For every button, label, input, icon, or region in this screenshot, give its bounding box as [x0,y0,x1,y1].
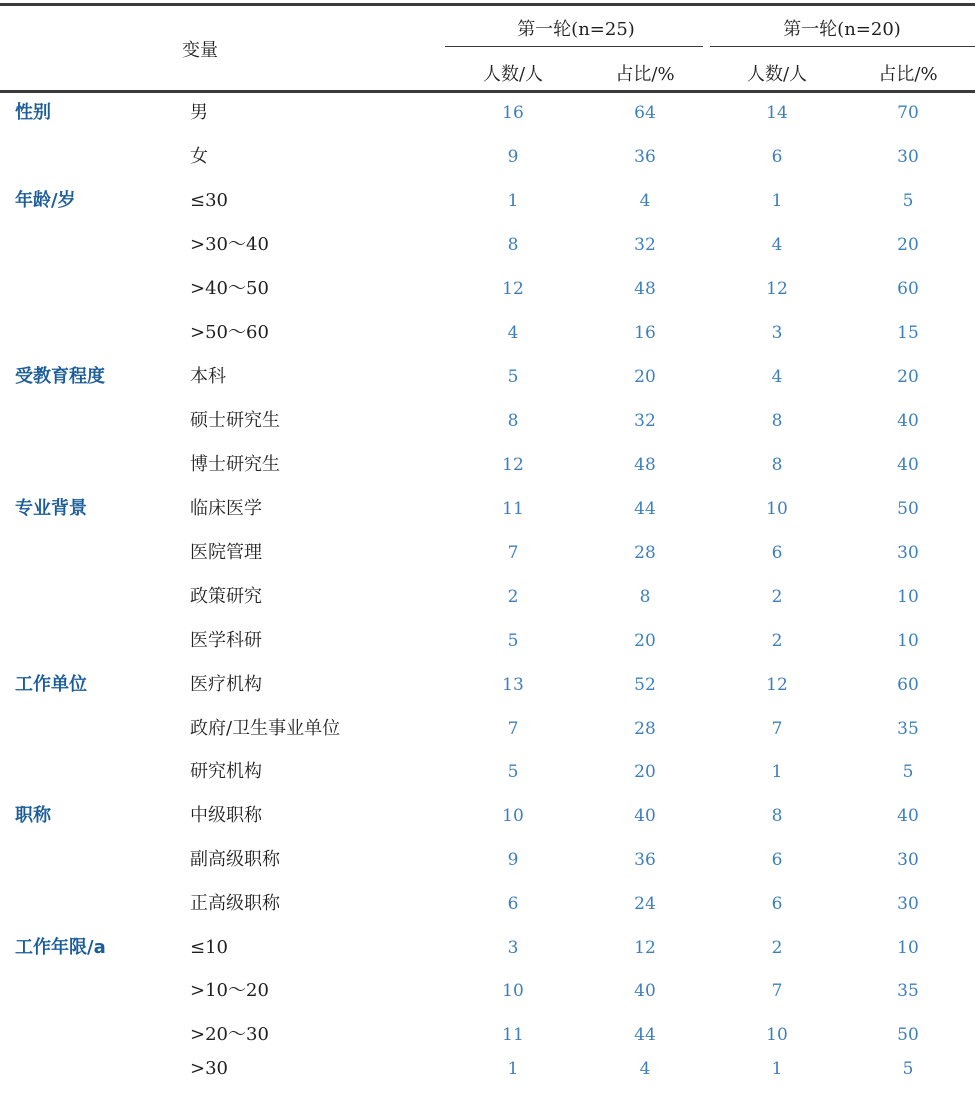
round2-percent-cell: 15 [897,323,919,343]
round2-count-cell: 7 [771,719,783,739]
round1-percent-cell: 36 [634,850,656,870]
round1-count-cell: 3 [507,938,519,958]
round1-count-cell: 12 [502,455,524,475]
round1-count-cell: 7 [507,543,519,563]
row-level: 本科 [190,366,226,387]
round2-percent-cell: 35 [897,719,919,739]
round2-percent-cell: 5 [902,762,914,782]
round2-count-cell: 1 [771,1059,783,1079]
round2-percent-cell: 30 [897,850,919,870]
row-level: 正高级职称 [190,893,280,914]
round1-count-cell: 5 [507,367,519,387]
round2-count-cell: 1 [771,191,783,211]
table-row [0,450,975,480]
round2-percent-cell: 5 [902,1059,914,1079]
round2-percent-cell: 10 [897,631,919,651]
round1-count-cell: 10 [502,981,524,1001]
round1-percent-cell: 64 [634,103,656,123]
table-row [0,626,975,656]
round1-percent-cell: 20 [634,367,656,387]
round2-percent-cell: 70 [897,103,919,123]
round1-count-cell: 11 [502,1025,524,1045]
round2-count-cell: 2 [771,631,783,651]
row-level: 医学科研 [190,630,262,651]
round2-count-cell: 6 [771,894,783,914]
round1-percent-cell: 24 [634,894,656,914]
round2-percent-cell: 20 [897,367,919,387]
round2-percent-cell: 5 [902,191,914,211]
round1-percent-cell: 48 [634,279,656,299]
round2-count-cell: 8 [771,806,783,826]
table-row [0,538,975,568]
round1-count-cell: 5 [507,762,519,782]
round2-percent-cell: 35 [897,981,919,1001]
round1-percent-cell: 16 [634,323,656,343]
round1-count-cell: 9 [507,850,519,870]
round1-percent-cell: 32 [634,411,656,431]
round1-count-cell: 11 [502,499,524,519]
header-group1: 第一轮(n=25) [517,19,635,40]
row-level: >20～30 [190,1024,269,1045]
row-category: 年龄/岁 [15,190,76,211]
table-row [0,98,975,128]
round1-percent-cell: 40 [634,806,656,826]
round2-count-cell: 2 [771,587,783,607]
round2-percent-cell: 60 [897,279,919,299]
round2-percent-cell: 60 [897,675,919,695]
round1-count-cell: 2 [507,587,519,607]
row-level: 副高级职称 [190,849,280,870]
round2-count-cell: 4 [771,367,783,387]
round2-percent-cell: 30 [897,147,919,167]
round1-count-cell: 7 [507,719,519,739]
round1-count-cell: 6 [507,894,519,914]
table-row [0,406,975,436]
table-row [0,933,975,963]
table-row [0,976,975,1006]
table-row [0,494,975,524]
round1-percent-cell: 40 [634,981,656,1001]
round2-count-cell: 8 [771,455,783,475]
table-row [0,714,975,744]
row-level: ≤30 [190,190,228,211]
round2-percent-cell: 30 [897,894,919,914]
round2-count-cell: 1 [771,762,783,782]
round2-percent-cell: 50 [897,1025,919,1045]
header-group2-percent: 占比/% [878,64,938,85]
table-row [0,274,975,304]
round1-percent-cell: 52 [634,675,656,695]
round1-percent-cell: 44 [634,1025,656,1045]
row-level: 硕士研究生 [190,410,280,431]
header-group1-count: 人数/人 [482,64,544,85]
round2-count-cell: 2 [771,938,783,958]
round2-count-cell: 6 [771,543,783,563]
round2-count-cell: 10 [766,499,788,519]
round1-count-cell: 4 [507,323,519,343]
row-category: 工作单位 [15,674,87,695]
table-row [0,1054,975,1084]
header-group2: 第一轮(n=20) [783,19,901,40]
round2-count-cell: 12 [766,279,788,299]
row-level: >10～20 [190,980,269,1001]
row-level: 医院管理 [190,542,262,563]
table-row [0,362,975,392]
round1-count-cell: 1 [507,1059,519,1079]
round1-percent-cell: 8 [639,587,651,607]
header-group2-count: 人数/人 [746,64,808,85]
table-header-rule [0,90,975,93]
table-row [0,582,975,612]
row-level: 男 [190,102,208,123]
row-level: ≤10 [190,937,228,958]
table-row [0,845,975,875]
round2-percent-cell: 20 [897,235,919,255]
round2-percent-cell: 30 [897,543,919,563]
round1-count-cell: 10 [502,806,524,826]
table-row [0,889,975,919]
round1-count-cell: 8 [507,235,519,255]
row-level: 政府/卫生事业单位 [190,718,341,739]
header-variable: 变量 [182,40,218,61]
row-level: 中级职称 [190,805,262,826]
round1-percent-cell: 12 [634,938,656,958]
row-category: 职称 [15,805,51,826]
round1-count-cell: 13 [502,675,524,695]
row-level: >50～60 [190,322,269,343]
row-level: 女 [190,146,208,167]
row-level: >40～50 [190,278,269,299]
round1-count-cell: 9 [507,147,519,167]
row-level: 医疗机构 [190,674,262,695]
table-row [0,318,975,348]
round2-percent-cell: 40 [897,411,919,431]
round2-percent-cell: 10 [897,587,919,607]
row-category: 性别 [15,102,51,123]
round1-percent-cell: 48 [634,455,656,475]
round2-count-cell: 4 [771,235,783,255]
round1-percent-cell: 36 [634,147,656,167]
round2-count-cell: 6 [771,850,783,870]
round1-count-cell: 5 [507,631,519,651]
round2-percent-cell: 40 [897,806,919,826]
table-row [0,230,975,260]
round1-percent-cell: 32 [634,235,656,255]
round1-percent-cell: 28 [634,543,656,563]
round1-percent-cell: 4 [639,191,651,211]
table-row [0,1020,975,1050]
round1-percent-cell: 44 [634,499,656,519]
table-row [0,142,975,172]
group2-underline [710,46,975,47]
table-row [0,801,975,831]
round1-count-cell: 8 [507,411,519,431]
round2-count-cell: 12 [766,675,788,695]
row-level: 研究机构 [190,761,262,782]
round2-count-cell: 14 [766,103,788,123]
round2-percent-cell: 50 [897,499,919,519]
round2-count-cell: 8 [771,411,783,431]
row-level: 政策研究 [190,586,262,607]
table-top-rule [0,3,975,6]
table-row [0,757,975,787]
row-level: >30～40 [190,234,269,255]
round2-count-cell: 3 [771,323,783,343]
round1-count-cell: 16 [502,103,524,123]
round1-percent-cell: 4 [639,1059,651,1079]
row-level: 临床医学 [190,498,262,519]
round2-count-cell: 7 [771,981,783,1001]
round2-count-cell: 10 [766,1025,788,1045]
round2-percent-cell: 40 [897,455,919,475]
round1-percent-cell: 20 [634,631,656,651]
round1-percent-cell: 28 [634,719,656,739]
round1-count-cell: 12 [502,279,524,299]
table-row [0,670,975,700]
row-level: >30 [190,1058,228,1079]
round2-percent-cell: 10 [897,938,919,958]
row-level: 博士研究生 [190,454,280,475]
row-category: 工作年限/a [15,937,106,958]
header-group1-percent: 占比/% [615,64,675,85]
row-category: 专业背景 [15,498,87,519]
round1-count-cell: 1 [507,191,519,211]
round2-count-cell: 6 [771,147,783,167]
table-row [0,186,975,216]
group1-underline [445,46,703,47]
round1-percent-cell: 20 [634,762,656,782]
row-category: 受教育程度 [15,366,105,387]
